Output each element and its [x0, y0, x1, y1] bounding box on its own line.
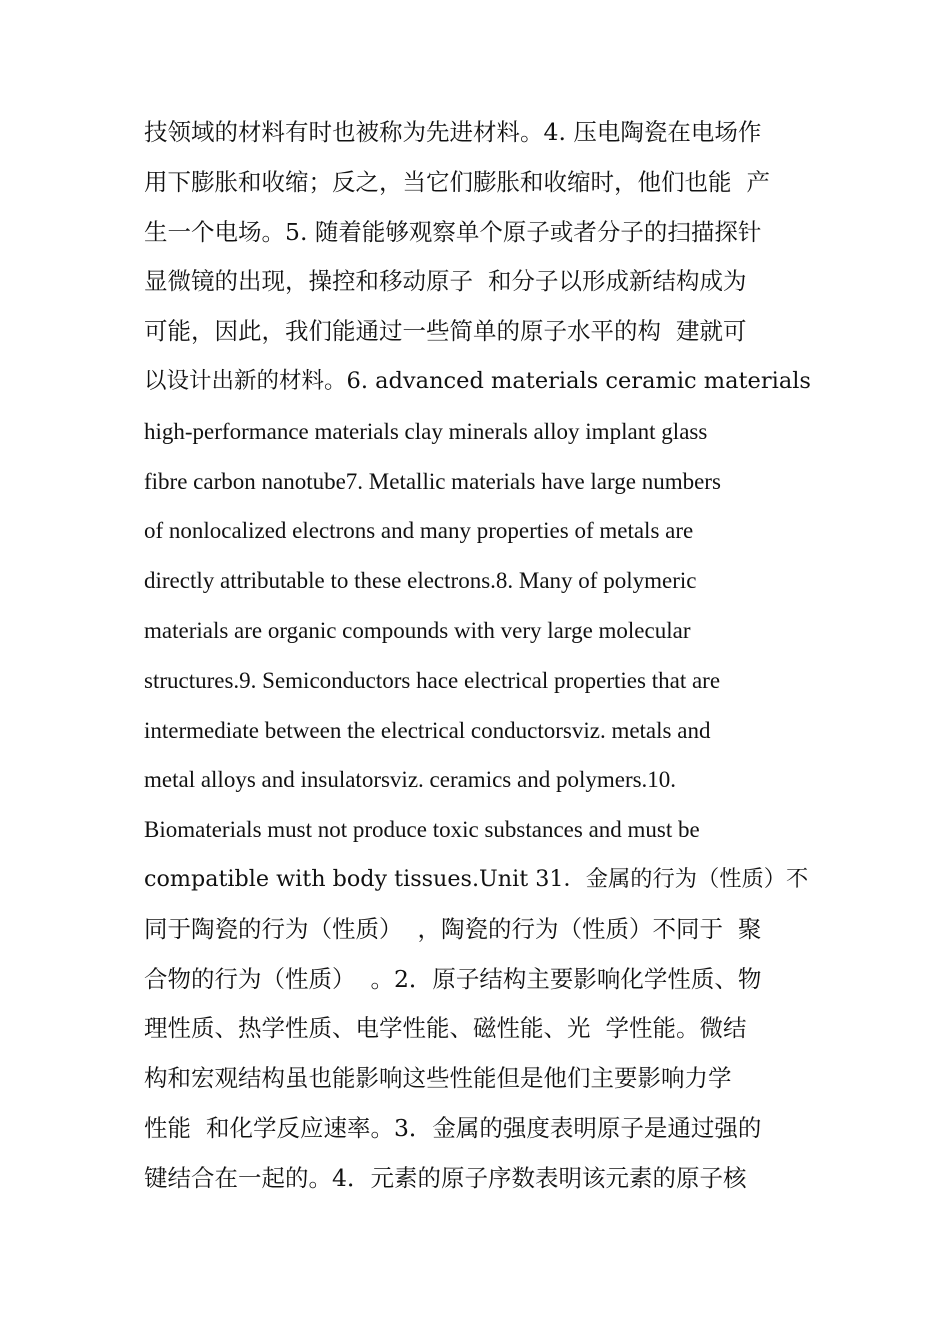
text-line-10: directly attributable to these electrons.8. Many of polymeric: [144, 568, 697, 594]
text-line-12: structures.9. Semiconductors hace electrical properties that are: [144, 667, 721, 693]
text-line-21: 性能 和化学反应速率。3．金属的强度表明原子是通过强的: [144, 1113, 762, 1142]
text-line-5: 可能，因此，我们能通过一些简单的原子水平的构 建就可: [144, 317, 747, 346]
text-line-15: Biomaterials must not produce toxic substances and must be: [144, 817, 700, 843]
text-line-13: intermediate between the electrical conductorsviz. metals and: [144, 717, 711, 743]
text-line-18: 合物的行为（性质） 。2．原子结构主要影响化学性质、物: [144, 964, 762, 993]
text-line-3: 生一个电场。5. 随着能够观察单个原子或者分子的扫描探针: [144, 217, 762, 246]
text-line-19: 理性质、热学性质、电学性能、磁性能、光 学性能。微结: [144, 1014, 747, 1043]
text-line-17: 同于陶瓷的行为（性质） ，陶瓷的行为（性质）不同于 聚: [144, 914, 762, 943]
text-line-7: high-performance materials clay minerals alloy implant glass: [144, 418, 708, 444]
text-line-6: 以设计出新的材料。6. advanced materials ceramic materials: [144, 367, 811, 394]
text-line-1: 技领域的材料有时也被称为先进材料。4. 压电陶瓷在电场作: [144, 118, 762, 146]
text-line-22: 键结合在一起的。4．元素的原子序数表明该元素的原子核: [144, 1163, 747, 1192]
text-line-8: fibre carbon nanotube7. Metallic materials have large numbers: [144, 468, 721, 494]
text-line-14: metal alloys and insulatorsviz. ceramics and polymers.10.: [144, 767, 677, 793]
text-line-2: 用下膨胀和收缩；反之，当它们膨胀和收缩时，他们也能 产: [144, 167, 770, 196]
text-line-4: 显微镜的出现，操控和移动原子 和分子以形成新结构成为: [144, 267, 747, 296]
text-line-16: compatible with body tissues.Unit 31．金属的行为（性质）不: [144, 865, 809, 892]
text-line-9: of nonlocalized electrons and many properties of metals are: [144, 518, 694, 544]
body-text: [144, 108, 812, 1204]
text-line-20: 构和宏观结构虽也能影响这些性能但是他们主要影响力学: [144, 1064, 732, 1093]
text-line-11: materials are organic compounds with very large molecular: [144, 617, 691, 643]
